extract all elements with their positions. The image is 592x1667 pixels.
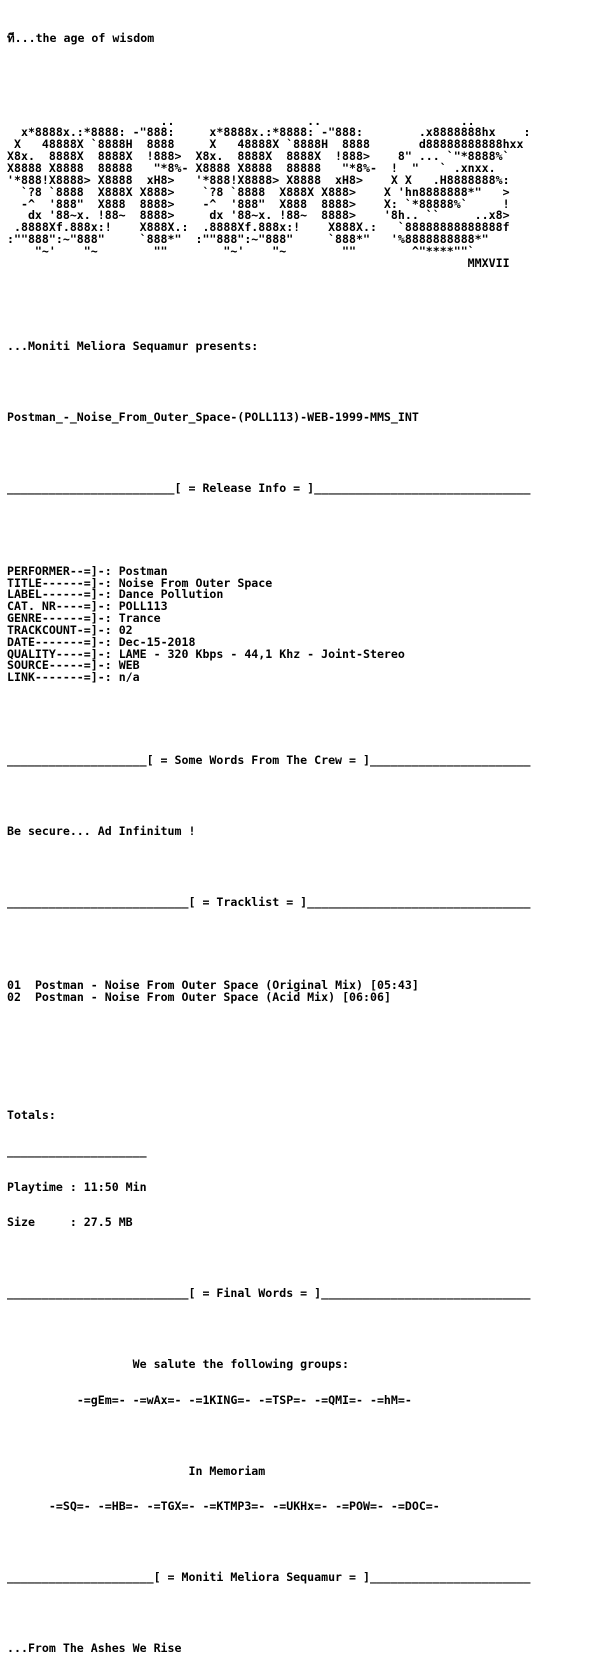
totals-heading: Totals: (7, 1108, 56, 1123)
release-info-label: TITLE------=]-: (7, 575, 112, 590)
blank-line (7, 933, 587, 945)
playtime-value: 11:50 Min (83, 1179, 147, 1194)
blank-line (7, 518, 587, 530)
blank-line (7, 862, 587, 874)
size-label: Size : (7, 1215, 77, 1230)
section-header-tracklist: __________________________[ = Tracklist = ]________________________________ (7, 895, 531, 910)
blank-line (7, 720, 587, 732)
closing-line: ...From The Ashes We Rise (7, 1641, 182, 1656)
ascii-logo (7, 113, 587, 270)
track-number: 01 (7, 978, 21, 993)
release-info-value: LAME - 320 Kbps - 44,1 Khz - Joint-Stereo (118, 646, 405, 661)
release-info-value: Dance Pollution (118, 587, 224, 602)
release-info-label: TRACKCOUNT-=]-: (7, 622, 112, 637)
section-header-footer: _____________________[ = Moniti Meliora Sequamur = ]_______________________ (7, 1570, 531, 1585)
section-header-crew-words: ____________________[ = Some Words From The Crew = ]_______________________ (7, 753, 531, 768)
track-duration: [05:43] (369, 978, 419, 993)
ascii-logo-line: dx '88~x. !88~ 8888> dx '88~x. !88~ 8888> '8h.. `` ..x8> (7, 208, 510, 223)
release-info-value: 02 (118, 622, 133, 637)
ascii-logo-line: MMXVII (7, 255, 510, 270)
release-info-label: CAT. NR----=]-: (7, 599, 112, 614)
release-info-label: QUALITY----=]-: (7, 646, 112, 661)
ascii-logo-line: x*8888x.:*8888: -"888: x*8888x.:*8888: -"888: .x8888888hx : (7, 125, 531, 140)
salute-heading (7, 1359, 587, 1371)
release-info-label: DATE-------=]-: (7, 634, 112, 649)
blank-line (7, 1608, 587, 1620)
blank-line (7, 376, 587, 388)
release-info-value: Postman (118, 563, 168, 578)
release-info-value: POLL113 (118, 599, 168, 614)
ascii-logo-line: "~' "~ "" "~' "~ "" ^"****""` (7, 243, 475, 258)
release-info-label: LINK-------=]-: (7, 670, 112, 685)
ascii-logo-line: .. .. .. (7, 113, 475, 128)
salute-groups-text: -=gEm=- -=wAx=- -=1KING=- -=TSP=- -=QMI=- -=hM=- (76, 1392, 412, 1407)
ascii-logo-line: '*888!X8888> X8888 xH8> '*888!X8888> X8888 xH8> X X .H8888888%: (7, 172, 510, 187)
release-name: Postman_-_Noise_From_Outer_Space-(POLL113)-WEB-1999-MMS_INT (7, 409, 419, 424)
playtime-label: Playtime : (7, 1179, 77, 1194)
release-info-value: Trance (118, 611, 161, 626)
blank-line (7, 1253, 587, 1265)
release-info-label: SOURCE-----=]-: (7, 658, 112, 673)
blank-line (7, 791, 587, 803)
memoriam-groups-text: -=SQ=- -=HB=- -=TGX=- -=KTMP3=- -=UKHx=- -=POW=- -=DOC=- (48, 1499, 440, 1514)
totals-playtime (7, 1179, 587, 1194)
ascii-logo-line: X8x. 8888X 8888X !888> X8x. 8888X 8888X !888> 8" ... `"*8888%` (7, 149, 510, 164)
section-header-final-words: __________________________[ = Final Words = ]______________________________ (7, 1286, 531, 1301)
blank-line (7, 1537, 587, 1549)
size-value: 27.5 MB (83, 1215, 133, 1230)
track-title: Postman - Noise From Outer Space (Acid Mix) (34, 990, 336, 1005)
salute-groups (7, 1392, 587, 1407)
release-info-list (7, 563, 587, 685)
memoriam-groups (7, 1501, 587, 1513)
blank-line (7, 1324, 587, 1336)
release-info-value: WEB (118, 658, 140, 673)
memoriam-heading (7, 1463, 587, 1478)
release-info-value: Dec-15-2018 (118, 634, 196, 649)
blank-line (7, 1430, 587, 1442)
blank-line (7, 305, 587, 317)
release-info-row (7, 672, 587, 684)
ascii-logo-line: X 48888X `8888H 8888 X 48888X `8888H 8888 d88888888888hxx (7, 137, 524, 152)
ascii-logo-line: :""888":~"888" `888*" :""888":~"888" `888*" '%8888888888*" (7, 232, 489, 247)
salute-heading-text: We salute the following groups: (132, 1357, 350, 1372)
track-title: Postman - Noise From Outer Space (Original Mix) (34, 978, 363, 993)
blank-line (7, 1039, 587, 1051)
section-header-release-info: ________________________[ = Release Info = ]_______________________________ (7, 480, 531, 495)
nfo-document (7, 9, 587, 1667)
totals-size (7, 1217, 587, 1229)
blank-line (7, 1075, 587, 1087)
release-info-label: GENRE------=]-: (7, 611, 112, 626)
blank-line (7, 447, 587, 459)
memoriam-heading-text: In Memoriam (188, 1463, 266, 1478)
ascii-logo-line: -^ '888" X888 8888> -^ '888" X888 8888> X: `*88888%` ! (7, 196, 510, 211)
tracklist (7, 980, 587, 1004)
ascii-logo-line: .8888Xf.888x:! X888X.: .8888Xf.888x:! X888X.: `88888888888888f (7, 220, 510, 235)
ascii-logo-line: `?8 `8888 X888X X888> `?8 `8888 X888X X888> X 'hn8888888*" > (7, 184, 510, 199)
track-row (7, 992, 587, 1004)
ascii-logo-line: X8888 X8888 88888 "*8%- X8888 X8888 88888 "*8%- ! " ` .xnxx. (7, 160, 496, 175)
crew-message: Be secure... Ad Infinitum ! (7, 824, 196, 839)
header-tagline: ที...the age of wisdom (7, 30, 155, 45)
presents-line: ...Moniti Meliora Sequamur presents: (7, 338, 259, 353)
blank-line (7, 68, 587, 80)
release-info-value: n/a (118, 670, 140, 685)
track-number: 02 (7, 990, 21, 1005)
release-info-label: LABEL------=]-: (7, 587, 112, 602)
track-duration: [06:06] (342, 990, 391, 1005)
totals-rule: ____________________ (7, 1144, 147, 1158)
release-info-value: Noise From Outer Space (118, 575, 273, 590)
release-info-label: PERFORMER--=]-: (7, 563, 112, 578)
